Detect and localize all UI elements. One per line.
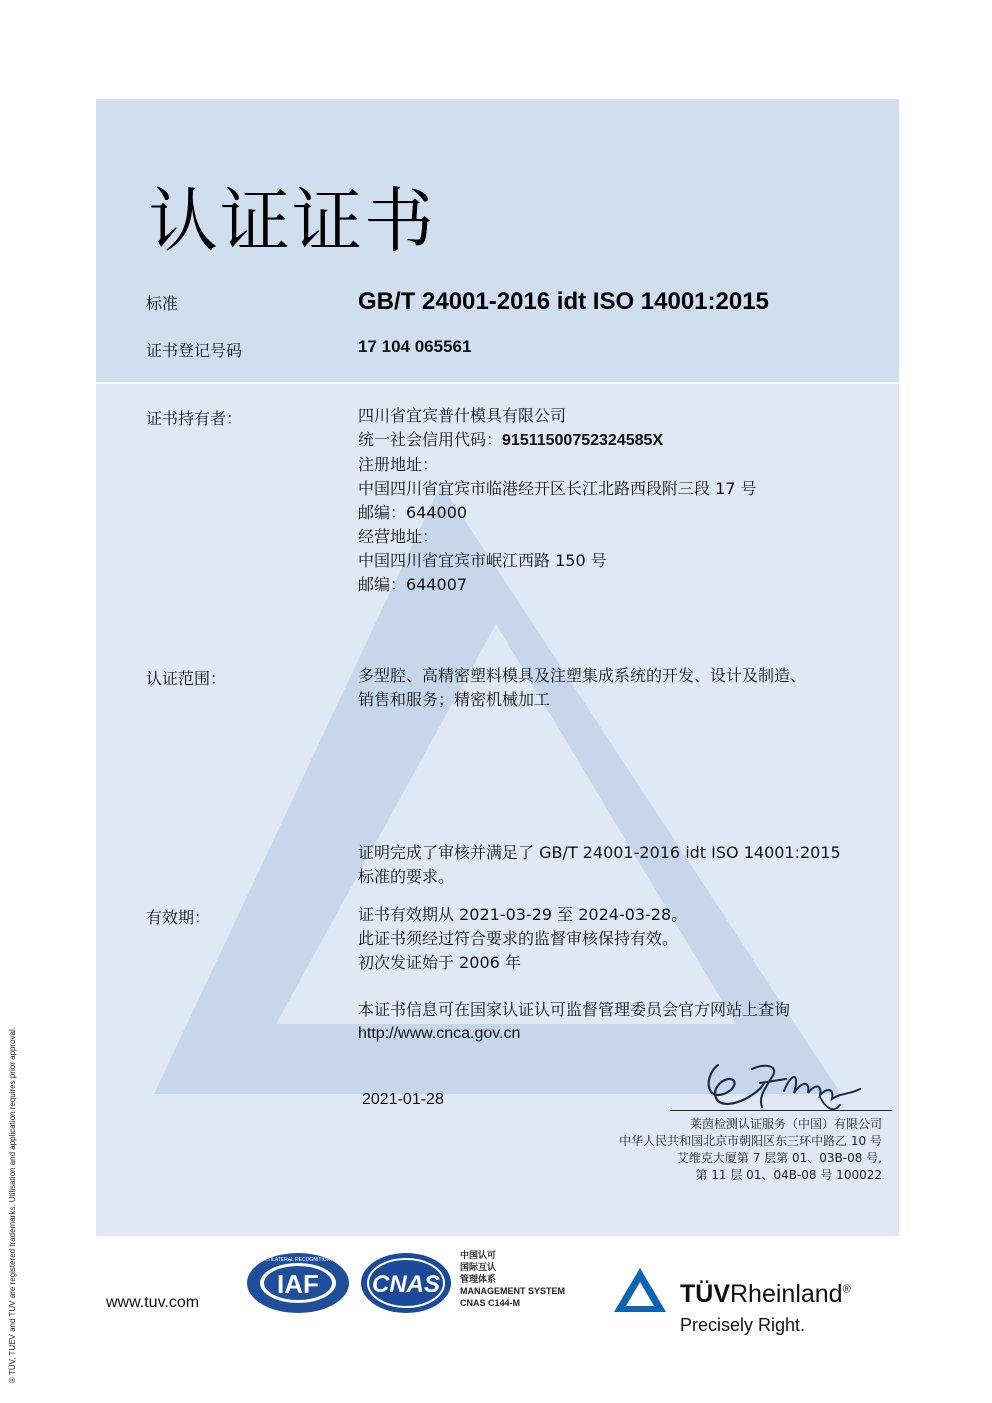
validity-label: 有效期： [146,908,211,927]
regno-label: 证书登记号码 [146,341,243,360]
issuer-name: 莱茵检测认证服务（中国）有限公司 [689,1117,882,1131]
reg-address: 中国四川省宜宾市临港经开区长江北路西段附三段 17 号 [358,479,757,498]
op-address-label: 经营地址： [358,527,439,546]
signature-line [670,1110,892,1111]
iaf-logo-icon [225,1252,371,1314]
scope-block [358,664,806,712]
tuv-brand-name [680,1280,851,1309]
query-url[interactable]: http://www.cnca.gov.cn [358,1025,521,1042]
standard-value: GB/T 24001-2016 idt ISO 14001:2015 [358,288,769,315]
cnca-line-4: MANAGEMENT SYSTEM [460,1286,566,1296]
signature-icon [700,1053,875,1115]
holder-label: 证书持有者： [146,409,243,428]
credit-code-value: 91511500752324585X [502,432,664,449]
standard-label: 标准 [146,294,179,313]
validity-line-1: 证书有效期从 2021-03-29 至 2024-03-28。 [358,905,688,924]
op-postcode: 邮编：644007 [358,575,468,594]
issuer-address-3: 第 11 层 01、04B-08 号 100022 [695,1168,882,1182]
cnca-accreditation-text [460,1249,565,1309]
statement-line-1: 证明完成了审核并满足了 GB/T 24001-2016 idt ISO 14001:2015 [358,843,841,862]
trademark-side-note: ® TÜV, TUEV and TUV are registered trademarks. Utilisation and application requires prior approval. [8,1027,17,1383]
credit-code-label: 统一社会信用代码： [358,430,503,449]
reg-postcode: 邮编：644000 [358,503,468,522]
tuv-brand-rest: Rheinland [730,1280,843,1308]
tuv-registered-mark: ® [842,1283,851,1296]
cnca-line-5: CNAS C144-M [460,1298,521,1308]
holder-credit-code-row [358,428,757,453]
scope-line-2: 销售和服务；精密机械加工 [358,690,551,709]
issuer-address-1: 中华人民共和国北京市朝阳区东三环中路乙 10 号 [619,1134,882,1148]
tuv-triangle-icon [612,1266,668,1314]
issuer-address-2: 艾维克大厦第 7 层第 01、03B-08 号, [676,1151,882,1165]
issue-date: 2021-01-28 [362,1091,444,1108]
certificate-title: 认证证书 [148,180,436,262]
iaf-ring-text: MEMBER OF MULTILATERAL RECOGNITION ARRANGEMENT [225,1257,371,1263]
scope-line-1: 多型腔、高精密塑料模具及注塑集成系统的开发、设计及制造、 [358,666,807,685]
reg-address-label: 注册地址： [358,455,439,474]
cnca-line-1: 中国认可 [460,1250,497,1260]
op-address: 中国四川省宜宾市岷江西路 150 号 [358,551,607,570]
query-line-1: 本证书信息可在国家认证认可监督管理委员会官方网站上查询 [358,1000,791,1019]
cnas-logo-icon [360,1252,452,1314]
query-block [358,998,790,1046]
validity-line-3: 初次发证始于 2006 年 [358,953,521,972]
cnca-line-3: 管理体系 [460,1274,497,1284]
cnca-line-2: 国际互认 [460,1262,497,1272]
scope-label: 认证范围： [146,669,227,688]
holder-block [358,404,757,597]
cnas-text: CNAS [371,1271,441,1298]
validity-line-2: 此证书须经过符合要求的监督审核保持有效。 [358,929,679,948]
holder-company: 四川省宜宾普什模具有限公司 [358,406,567,425]
footer-url[interactable]: www.tuv.com [106,1294,200,1311]
statement-line-2: 标准的要求。 [358,867,455,886]
iaf-text: IAF [277,1269,319,1299]
tuv-brand-bold: TÜV [680,1280,730,1308]
tuv-tagline: Precisely Right. [680,1315,806,1335]
validity-block [358,903,687,975]
statement-block [358,841,841,889]
regno-value: 17 104 065561 [358,337,472,356]
